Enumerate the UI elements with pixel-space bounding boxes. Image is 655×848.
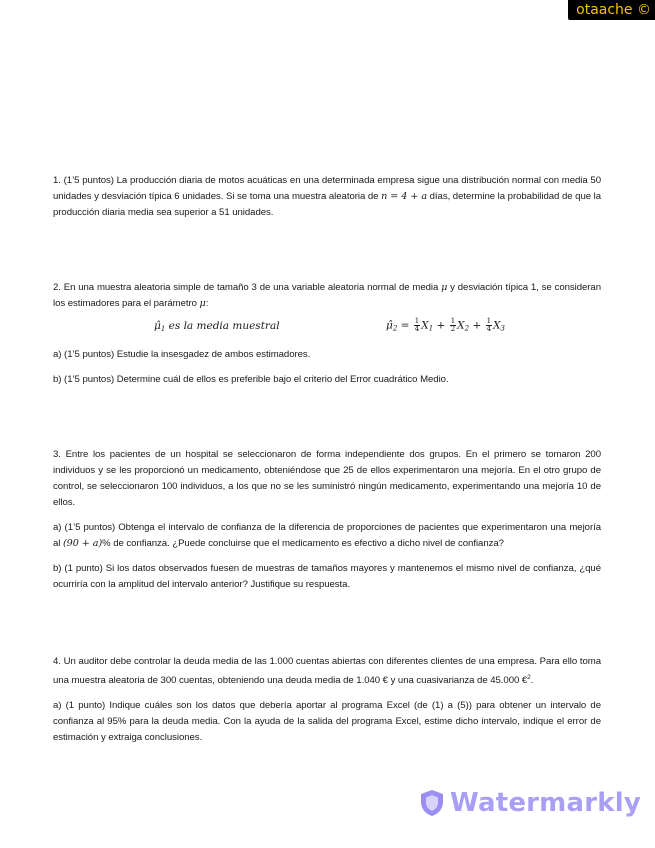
estimators-formulas [53,314,601,344]
question-1-text-a: 1. (1’5 puntos) La producción diaria de motos acuáticas en una determinada empresa sigue una distribución normal con media 50 unidades y desviación típica 6 unidades. Si se toma una muestra aleatoria de [53,175,601,202]
watermark [420,788,641,818]
corner-badge: otaache © [568,0,655,20]
sample-size-formula: n = 4 + a [381,191,427,202]
question-2-text-c: : [205,298,209,309]
question-1-text-b: días, determine la probabilidad de que la producción diaria media sea superior a 51 unidades. [53,191,602,218]
confidence-formula: (90 + a) [62,538,103,549]
watermark-text: Watermarkly [450,788,641,818]
question-2-text-a: 2. En una muestra aleatoria simple de tamaño 3 de una variable aleatoria normal de media [53,282,442,293]
question-2-text-b: y desviación típica 1, se consideran los estimadores para el parámetro [53,282,602,309]
question-3-part-b: b) (1 punto) Si los datos observados fuesen de muestras de tamaños mayores y mantenemos el mismo nivel de confianza, ¿qué ocurriría con la amplitud del intervalo anterior? Justifique su respuesta. [53,563,601,590]
question-3-part-a: a) (1’5 puntos) Obtenga el intervalo de confianza de la diferencia de proporciones de pacientes que experimentaron una mejoría al (90 + a)% de confianza. ¿Puede concluirse que el medicamento es efectivo a dicho nivel de confianza? [53,522,601,549]
estimator-2: μ̂2 = $\frac{1}{4}$ X1 + $\frac{1}{2}$ X2 + $\frac{1}{4}$ X3 [386,317,506,333]
question-2-part-a: a) (1’5 puntos) Estudie la insesgadez de ambos estimadores. [53,349,311,360]
question-4-part-a: a) (1 punto) Indique cuáles son los datos que debería aportar al programa Excel (de (1) a (5)) para obtener un intervalo de confianza al 95% para la deuda media. Con la ayuda de la salida del programa Excel, estime dicho intervalo, indique el error de estimación y extraiga conclusiones. [53,700,601,744]
fraction: $\frac{1}{4}$ [414,317,420,333]
estimator-1: μ̂1 es la media muestral [154,320,280,333]
mu-symbol: μ [199,298,206,309]
mu-symbol: μ [441,282,448,293]
question-4-intro: 4. Un auditor debe controlar la deuda media de las 1.000 cuentas abiertas con diferentes clientes de una empresa. Para ello toma una muestra aleatoria de 300 cuentas, obteniendo una deuda media de 1.040 € y una cuasivarianza de 45.000 €$^2$. [53,656,601,687]
question-2-part-b: b) (1’5 puntos) Determine cuál de ellos es preferible bajo el criterio del Error cuadrático Medio. [53,374,449,385]
question-1 [53,173,601,221]
exam-page [53,173,601,746]
fraction: $\frac{1}{4}$ [486,317,492,333]
question-2 [53,280,601,312]
question-3-intro: 3. Entre los pacientes de un hospital se seleccionaron de forma independiente dos grupos. En el primero se tomaron 200 individuos y se les proporcionó un medicamento, obteniéndose que 25 de ellos experimentaron una mejoría. En el otro grupo de control, se seleccionaron 100 individuos, a los que no se les suministró ningún medicamento, experimentando una mejoría 10 de ellos. [53,449,601,508]
fraction: $\frac{1}{2}$ [450,317,456,333]
shield-icon [420,789,444,817]
